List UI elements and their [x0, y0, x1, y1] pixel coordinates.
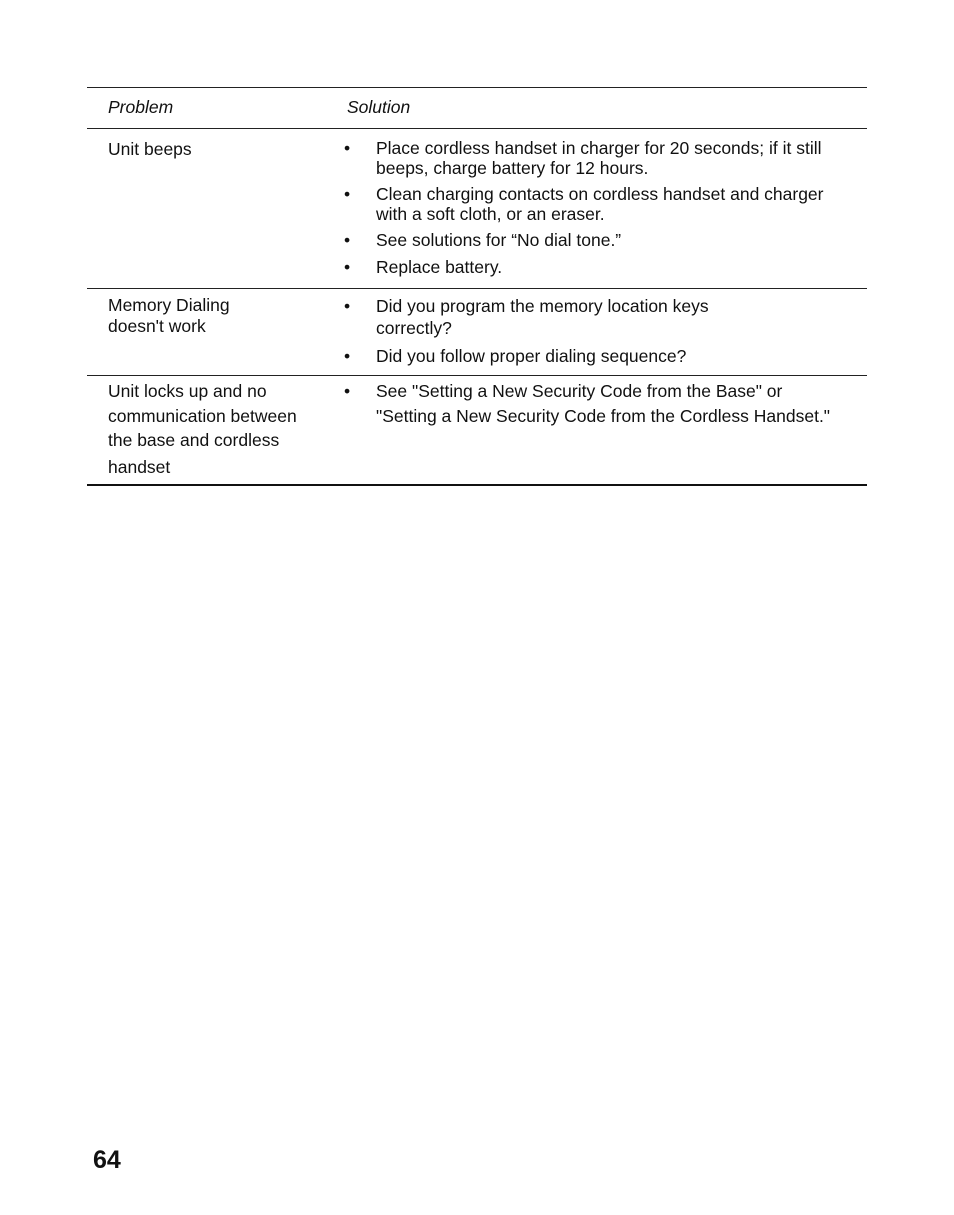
bullet-icon: •: [344, 256, 351, 277]
table-header: [87, 87, 867, 129]
list-item: [342, 347, 862, 367]
bullet-icon: •: [344, 381, 351, 401]
solution-line: Replace battery.: [376, 256, 503, 277]
table-row: [87, 129, 867, 289]
problem-cell: [108, 295, 338, 337]
solution-line: Did you follow proper dialing sequence?: [376, 346, 687, 366]
solution-line: See solutions for “No dial tone.”: [376, 230, 622, 250]
solution-line: Did you program the memory location keys: [376, 296, 709, 316]
page-number: 64: [93, 1146, 121, 1174]
list-item: [342, 231, 862, 251]
bullet-icon: •: [344, 184, 351, 204]
list-item: [342, 185, 862, 224]
solution-list: [342, 139, 862, 277]
list-item: [342, 258, 862, 278]
solution-list: [342, 379, 862, 428]
list-item: [342, 379, 862, 428]
solution-line: "Setting a New Security Code from the Cordless Handset.": [376, 405, 831, 426]
solution-list: [342, 295, 862, 367]
header-problem: Problem: [108, 97, 174, 117]
solution-line: See "Setting a New Security Code from the Base" or: [376, 381, 783, 401]
problem-line: doesn't work: [108, 316, 206, 336]
solution-line: beeps, charge battery for 12 hours.: [376, 157, 649, 178]
bullet-icon: •: [344, 138, 351, 158]
problem-cell: [108, 139, 338, 160]
solution-line: Clean charging contacts on cordless handset and charger: [376, 184, 824, 204]
problem-line: communication between: [108, 405, 297, 426]
table-row: [87, 289, 867, 376]
problem-line: Memory Dialing: [108, 295, 230, 315]
problem-line: handset: [108, 456, 171, 477]
list-item: [342, 295, 862, 339]
table-row: [87, 376, 867, 486]
solution-line: correctly?: [376, 318, 452, 338]
bullet-icon: •: [344, 346, 351, 366]
solution-line: with a soft cloth, or an eraser.: [376, 203, 605, 224]
bullet-icon: •: [344, 296, 351, 316]
problem-line: the base and cordless: [108, 430, 280, 450]
problem-line: Unit locks up and no: [108, 381, 267, 401]
list-item: [342, 139, 862, 178]
bullet-icon: •: [344, 230, 351, 250]
header-solution: Solution: [347, 97, 411, 117]
troubleshooting-table: [87, 87, 867, 486]
problem-cell: [108, 379, 338, 479]
solution-line: Place cordless handset in charger for 20 seconds; if it still: [376, 138, 822, 158]
problem-line: Unit beeps: [108, 139, 192, 159]
